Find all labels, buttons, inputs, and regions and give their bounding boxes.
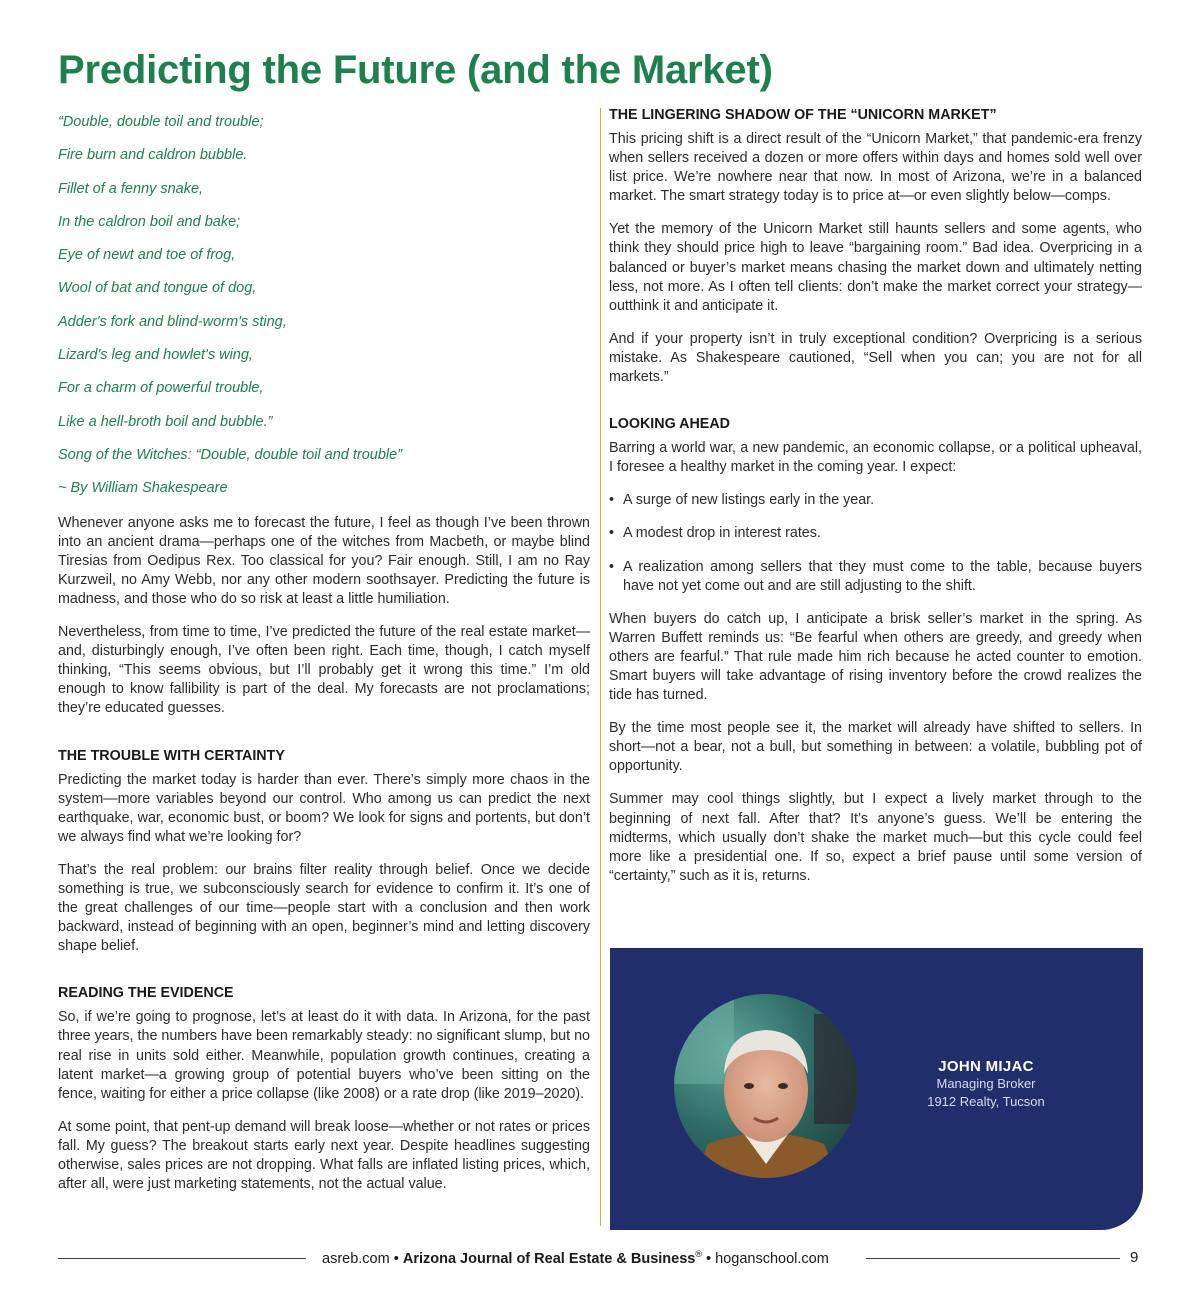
author-company: 1912 Realty, Tucson [927,1094,1045,1109]
expectations-list [609,491,1142,595]
poem-line: Adder's fork and blind-worm's sting, [58,313,287,330]
author-name: JOHN MIJAC [938,1058,1034,1075]
poem-caption: Song of the Witches: “Double, double toil and trouble” [58,446,403,463]
body-paragraph: Barring a world war, a new pandemic, an economic collapse, or a political upheaval, I foresee a healthy market in the coming year. I expect: [609,440,1142,476]
body-paragraph: Nevertheless, from time to time, I’ve predicted the future of the real estate market—and, disturbingly enough, I’ve often been right. Each time, though, I catch myself thinking, “This seems obvious, but I’ll probably get it wrong this time.” I’m old enough to know fallibility is part of the deal. My forecasts are not proclamations; they’re educated guesses. [58,624,590,717]
footer-rule-left [58,1258,306,1259]
section-heading: THE TROUBLE WITH CERTAINTY [58,747,285,764]
footer-separator: • [706,1250,712,1267]
body-paragraph: By the time most people see it, the market will already have shifted to sellers. In short—not a bear, not a bull, but something in between: a volatile, bubbling pot of opportunity. [609,720,1142,775]
body-paragraph: Whenever anyone asks me to forecast the future, I feel as though I’ve been thrown into an ancient drama—perhaps one of the witches from Macbeth, or maybe blind Tiresias from Oedipus Rex. Too classical for you? Fair enough. Still, I am no Ray Kurzweil, no Amy Webb, nor any other modern soothsayer. Predicting the future is madness, and those who do so risk at least a little humiliation. [58,514,590,607]
column-divider [600,108,601,1226]
list-item-text: A surge of new listings early in the year. [623,492,875,509]
author-role: Managing Broker [936,1076,1036,1091]
author-info [910,1058,1062,1111]
list-item [609,524,1142,543]
body-paragraph: So, if we’re going to prognose, let’s at least do it with data. In Arizona, for the past three years, the numbers have been remarkably steady: no significant slump, but no real rise in units sold either. Meanwhile, population growth continues, creating a latent market—a growing group of potential buyers who’ve been sitting on the fence, waiting for either a price collapse (like 2008) or a rate drop (like 2019–2020). [58,1009,590,1102]
poem-line: Wool of bat and tongue of dog, [58,280,257,297]
bullet-icon: • [609,492,615,509]
left-column [58,106,590,1208]
footer-site-asreb: asreb.com [322,1250,390,1267]
body-paragraph: Predicting the market today is harder than ever. There’s simply more chaos in the system—more variables beyond our control. Who among us can predict the next earthquake, war, economic bust, or boom? We look for signs and portents, but don’t we always find what we’re looking for? [58,771,590,845]
poem-line: Fillet of a fenny snake, [58,180,204,197]
body-paragraph: Yet the memory of the Unicorn Market still haunts sellers and some agents, who think they should price high to leave “bargaining room.” Bad idea. Overpricing in a balanced or buyer’s market means chasing the market down and ultimately netting less, not more. As I often tell clients: don’t make the market correct your strategy—outthink it and anticipate it. [609,221,1142,314]
author-card [610,948,1143,1230]
list-item-text: A realization among sellers that they must come to the table, because buyers have not yet come out and are still adjusting to the shift. [623,558,1142,594]
body-paragraph: Summer may cool things slightly, but I expect a lively market through to the beginning of next fall. After that? It’s anyone’s guess. We’ll be entering the midterms, which usually don’t shake the market much—but this cycle could feel more like a presidential one. If so, expect a brief pause until some version of “certainty,” such as it is, returns. [609,791,1142,884]
footer-rule-right [866,1258,1120,1259]
body-paragraph: And if your property isn’t in truly exceptional condition? Overpricing is a serious mistake. As Shakespeare cautioned, “Sell when you can; you are not for all markets.” [609,330,1142,386]
footer-site-hogan: hoganschool.com [715,1250,829,1267]
poem-line: Eye of newt and toe of frog, [58,247,236,264]
body-paragraph: That’s the real problem: our brains filter reality through belief. Once we decide something is true, we subconsciously search for evidence to confirm it. It’s one of the great challenges of our time—people start with a conclusion and then work backward, instead of beginning with an open, beginner’s mind and letting discovery shape belief. [58,861,590,955]
body-paragraph: At some point, that pent-up demand will break loose—whether or not rates or prices fall. My guess? The breakout starts early next year. Despite headlines suggesting otherwise, sales prices are not dropping. What falls are inflated listing prices, which, after all, were just marketing statements, not the actual value. [58,1118,590,1193]
list-item [609,491,1142,510]
footer-separator: • [393,1250,399,1267]
author-portrait-image [674,994,858,1178]
section-heading: READING THE EVIDENCE [58,985,234,1002]
footer-text [322,1249,829,1267]
poem-attribution: ~ By William Shakespeare [58,480,228,497]
section-heading: THE LINGERING SHADOW OF THE “UNICORN MARKET” [609,107,997,123]
poem [58,106,590,506]
right-column [609,106,1142,900]
poem-line: “Double, double toil and trouble; [58,114,264,130]
author-photo [674,994,858,1178]
poem-line: Like a hell-broth boil and bubble.” [58,413,273,430]
poem-line: For a charm of powerful trouble, [58,380,264,397]
body-paragraph: This pricing shift is a direct result of the “Unicorn Market,” that pandemic-era frenzy when sellers received a dozen or more offers within days and homes sold well over list price. We’re nowhere near that now. In most of Arizona, we’re in a balanced market. The smart strategy today is to price at—or even slightly below—comps. [609,131,1142,205]
poem-line: Fire burn and caldron bubble. [58,147,248,164]
section-heading: LOOKING AHEAD [609,416,730,433]
registered-mark: ® [695,1249,702,1259]
bullet-icon: • [609,558,615,575]
poem-line: In the caldron boil and bake; [58,213,241,230]
list-item-text: A modest drop in interest rates. [623,525,821,542]
footer-publication: Arizona Journal of Real Estate & Business [402,1250,696,1267]
page-footer [0,1246,1200,1270]
page-number: 9 [1130,1249,1139,1266]
list-item [609,558,1142,596]
article-title: Predicting the Future (and the Market) [58,48,773,92]
bullet-icon: • [609,525,615,542]
body-paragraph: When buyers do catch up, I anticipate a brisk seller’s market in the spring. As Warren Buffett reminds us: “Be fearful when others are greedy, and greedy when others are fearful.” That rule made him rich because he acted counter to emotion. Smart buyers will take advantage of rising inventory before the crowd realizes the tide has turned. [609,610,1142,704]
poem-line: Lizard's leg and howlet's wing, [58,347,253,364]
